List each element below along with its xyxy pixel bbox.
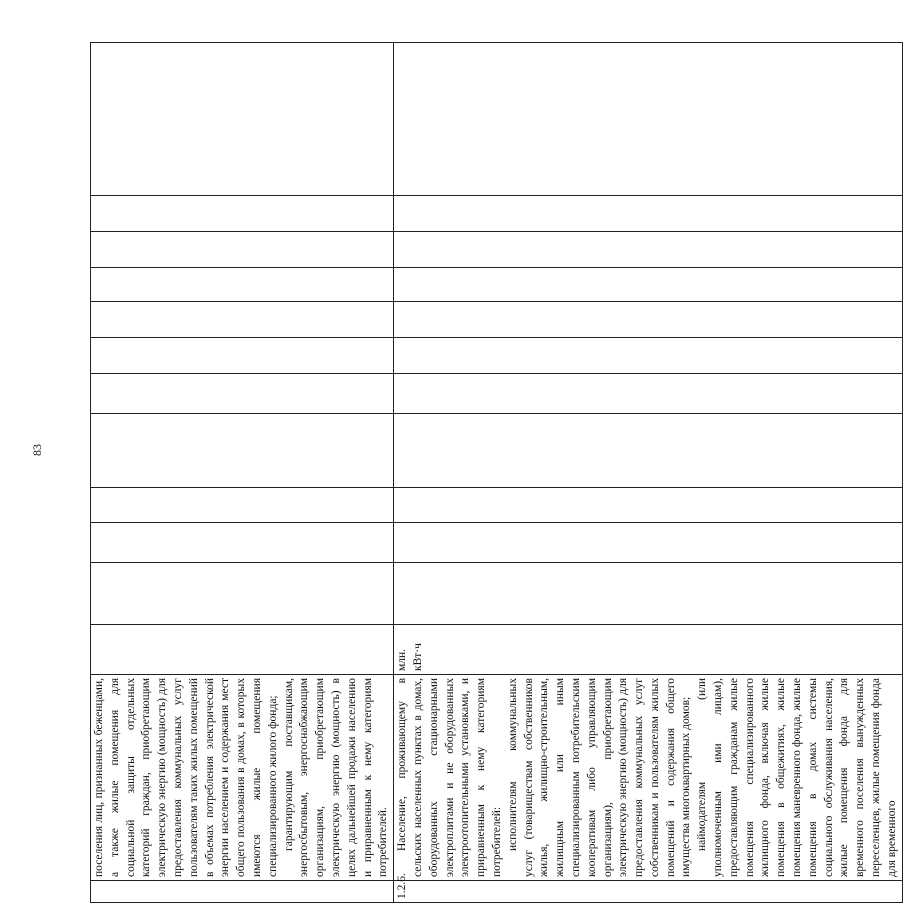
value-cell	[394, 196, 903, 232]
value-cell	[394, 232, 903, 268]
value-cell	[91, 196, 394, 232]
value-cell	[394, 338, 903, 374]
value-cell	[394, 414, 903, 488]
unit-cell	[91, 625, 394, 675]
description-paragraph: исполнителям коммунальных услуг (товариществам собственников жилья, жилищно-строительным, жилищным или иным специализированным потребительским кооперативам либо управляющим организациям), приобретающим электрическую энергию (мощность) для предоставления коммунальных услуг собственникам и пользователям жилых помещений и содержания общего имущества многоквартирных домов;	[506, 678, 693, 877]
description-cell	[91, 675, 394, 881]
page-number: 83	[30, 444, 44, 456]
value-cell	[394, 563, 903, 625]
value-cell	[91, 374, 394, 414]
value-cell	[394, 488, 903, 523]
value-cell	[91, 563, 394, 625]
value-cell	[394, 268, 903, 302]
value-cell	[394, 523, 903, 563]
table-row	[91, 43, 394, 903]
value-cell	[91, 338, 394, 374]
value-cell	[91, 488, 394, 523]
description-paragraph: Население, проживающему в сельских населенных пунктах в домах, оборудованных стационарными электроплитами и не оборудованных электроотопительными установками, и приравненным к нему категориям потребителей:	[396, 678, 503, 877]
row-number-cell: 1.2.6.	[394, 881, 903, 903]
row-number-cell	[91, 881, 394, 903]
description-paragraph: наймодателям (или уполномоченным ими лицам), предоставляющим гражданам жилые помещения специализированного жилищного фонда, включая жилые помещения в общежитиях, жилые помещения маневренного фонда, жилые помещения в домах системы социального обслуживания населения, жилые помещения фонда для временного поселения вынужденных переселенцев, жилые помещения фонда для временного	[696, 678, 898, 877]
value-cell	[91, 268, 394, 302]
value-cell	[91, 232, 394, 268]
description-cell	[394, 675, 903, 881]
unit-cell: млн. кВт·ч	[394, 625, 903, 675]
value-cell	[91, 414, 394, 488]
value-cell	[91, 43, 394, 196]
tariff-table	[90, 42, 903, 903]
description-paragraph: поселения лиц, признанных беженцами, а также жилые помещения для социальной защиты отдельных категорий граждан, приобретающим электрическую энергию (мощность) для предоставления коммунальных услуг пользователям таких жилых помещений в объемах потребления электрической энергии населением и содержания мест общего пользования в домах, в которых имеются жилые помещения специализированного жилого фонда;	[93, 678, 279, 877]
value-cell	[91, 523, 394, 563]
description-paragraph: гарантирующим поставщикам, энергосбытовым, энергоснабжающим организациям, приобретающим электрическую энергию (мощность) в целях дальнейшей продажи населению и приравненным к нему категориям потребителей.	[282, 678, 390, 877]
value-cell	[394, 302, 903, 338]
value-cell	[91, 302, 394, 338]
value-cell	[394, 374, 903, 414]
value-cell	[394, 43, 903, 196]
rotated-table-page	[90, 43, 898, 903]
table-row	[394, 43, 903, 903]
